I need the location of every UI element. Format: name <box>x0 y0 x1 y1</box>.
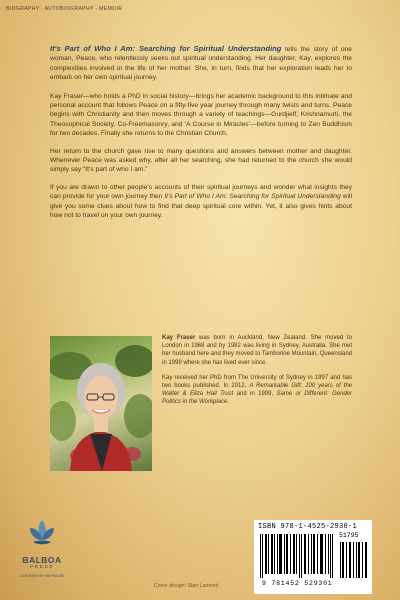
category-label: BIOGRAPHY - AUTOBIOGRAPHY - MEMOIR <box>6 6 123 12</box>
blurb-paragraph-4-title: It's Part of Who I Am: Searching for Spiritual Understanding <box>164 193 341 201</box>
author-name: Kay Fraser <box>162 335 196 341</box>
cover-design-credit: Cover design: Stan Lamond <box>154 583 219 589</box>
author-portrait-image <box>50 336 152 471</box>
publisher-division: A DIVISION OF HAY HOUSE <box>19 574 65 578</box>
bio-paragraph-1 <box>162 334 352 367</box>
author-bio <box>162 334 352 414</box>
isbn-label: ISBN 978-1-4525-2930-1 <box>258 523 358 531</box>
author-photo <box>50 336 152 471</box>
blurb-paragraph-1 <box>50 44 352 83</box>
barcode-bars <box>258 534 370 580</box>
bio-paragraph-1-text: was born in Auckland, New Zealand. She moved to London in 1968 and by 1982 was living in Sydney, Australia. She met her husband here and they moved to Tamborine Mountain, Queensland in 1999 where she has lived ever since. <box>162 335 352 366</box>
publisher-subname: PRESS <box>30 565 54 570</box>
lotus-icon <box>27 516 57 548</box>
bio-book-1: A Remarkable Gift: 100 years of the Walter & Eliza Hall Trust <box>162 383 353 398</box>
blurb-paragraph-2: Kay Fraser—who holds a PhD in social history—brings her academic background to this intimate and personal account that follows Peace on a fifty-five year journey through many twists and turns. Peace begins with Christianity and then moves through a variety of teachings—Gurdjieff, Krishnamurti, the Theosophical Society, Co-Freemasonry, and ‘A Course in Miracles’—before turning to Zen Buddhism for two decades. Finally she returns to the Christian Church. <box>50 92 352 138</box>
blurb-paragraph-1-text: tells the story of one woman, Peace, who relentlessly seeks out spiritual understanding. Her daughter, Kay, explores the complexities involved in the life of her mother. She, in turn, finds that her exploration leads her to embark on her own spiritual journey. <box>50 46 352 82</box>
bio-paragraph-2 <box>162 374 352 407</box>
blurb-paragraph-4-a: If you are drawn to other people's accounts of their spiritual journeys and wonder what insights they can provide for your own journey then <box>50 183 352 201</box>
blurb-paragraph-4 <box>50 183 352 221</box>
blurb-paragraph-3: Her return to the church gave rise to many questions and answers between mother and daughter. Whenever Peace was asked why, after all her searching, she had returned to the church she would simply say “It's part of who I am.” <box>50 147 352 174</box>
bio-paragraph-2-b: and in 1999, <box>233 391 277 398</box>
isbn-barcode <box>254 520 372 594</box>
publisher-logo <box>14 516 70 578</box>
barcode-addon-number: 51795 <box>339 532 359 539</box>
barcode-digits: 9 781452 529301 <box>262 580 333 587</box>
back-cover-blurb <box>50 44 352 229</box>
book-title: It's Part of Who I Am: Searching for Spiritual Understanding <box>50 44 282 53</box>
bio-paragraph-2-a: Kay received her PhD from The University of Sydney in 1997 and has two books published. In 2012, <box>162 374 352 390</box>
blurb-paragraph-4-b: will give you some clues about how to find that deep spiritual core within. Yet, it also gives hints about how not to travel on your own journey. <box>50 193 352 220</box>
publisher-name: BALBOA <box>22 555 62 565</box>
bio-book-2: Same or Different: Gender Politics in the Workplace. <box>162 391 352 406</box>
